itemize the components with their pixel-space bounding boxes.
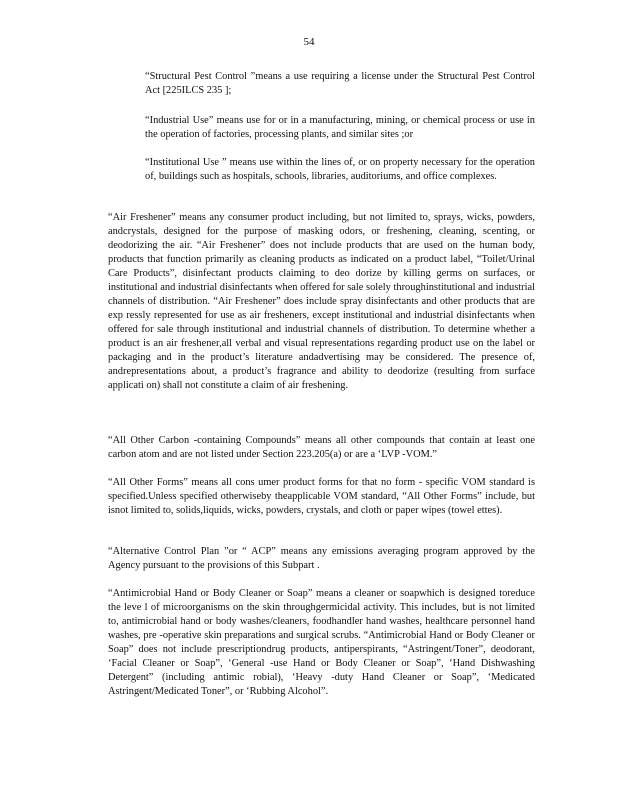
definition-antimicrobial-hand-or-body-cleaner: “Antimicrobial Hand or Body Cleaner or Soap” means a cleaner or soapwhich is designed toreduce the leve l of microorganisms on the skin throughgermicidal activity. This includes, but is not limited to, antimicrobial hand or body washes/cleaners, foodhandler hand washes, healthcare personnel hand washes, pre -operative skin preparations and surgical scrubs. “Antimicrobial Hand or Body Cleaner or Soap” does not include prescriptiondrug products, antiperspirants, “Astringent/Toner”, deodorant, ‘Facial Cleaner or Soap”, ‘General -use Hand or Body Cleaner or Soap”, ‘Hand Dishwashing Detergent” (including antimic robial), ‘Heavy -duty Hand Cleaner or Soap”, ‘Medicated Astringent/Medicated Toner”, or ‘Rubbing Alcohol”.	[108, 588, 535, 697]
definition-all-other-carbon-containing-compounds: “All Other Carbon -containing Compounds” means all other compounds that contain at least one carbon atom and are not listed under Section 223.205(a) or are a ‘LVP -VOM.”	[108, 435, 535, 460]
definition-industrial-use: “Industrial Use” means use for or in a manufacturing, mining, or chemical process or use in the operation of factories, processing plants, and similar sites ;or	[145, 115, 535, 140]
page-number: 54	[303, 36, 315, 48]
definition-air-freshener: “Air Freshener” means any consumer product including, but not limited to, sprays, wicks, powders, andcrystals, designed for the purpose of masking odors, or freshening, cleaning, scenting, or deodorizing the air. “Air Freshener” does not include products that are used on the human body, products that function primarily as cleaning products as indicated on a product label, “Toilet/Urinal Care Products”, disinfectant products claiming to deo dorize by killing germs on surfaces, or institutional and industrial disinfectants when offered for sale solely throughinstitutional and industrial channels of distribution. “Air Freshener” does include spray disinfectants and other products that are exp ressly represented for use as air fresheners, except institutional and industrial disinfectants when offered for sale through institutional and industrial channels of distribution. To determine whether a product is an air freshener,all verbal and visual representations regarding product use on the label or packaging and in the product’s literature andadvertising may be considered. The presence of, andrepresentations about, a product’s fragrance and ability to deodorize (resulting from surface applicati on) shall not constitute a claim of air freshening.	[108, 212, 535, 391]
definition-structural-pest-control: “Structural Pest Control ”means a use requiring a license under the Structural Pest Control Act [225ILCS 235 ];	[145, 71, 535, 96]
definition-institutional-use: “Institutional Use ” means use within the lines of, or on property necessary for the operation of, buildings such as hospitals, schools, libraries, auditoriums, and office complexes.	[145, 157, 535, 182]
definition-alternative-control-plan: “Alternative Control Plan ”or “ ACP” means any emissions averaging program approved by the Agency pursuant to the provisions of this Subpart .	[108, 546, 535, 571]
definition-all-other-forms: “All Other Forms” means all cons umer product forms for that no form - specific VOM standard is specified.Unless specified otherwiseby theapplicable VOM standard, “All Other Forms” include, but isnot limited to, solids,liquids, wicks, powders, crystals, and cloth or paper wipes (towel ettes).	[108, 477, 535, 516]
